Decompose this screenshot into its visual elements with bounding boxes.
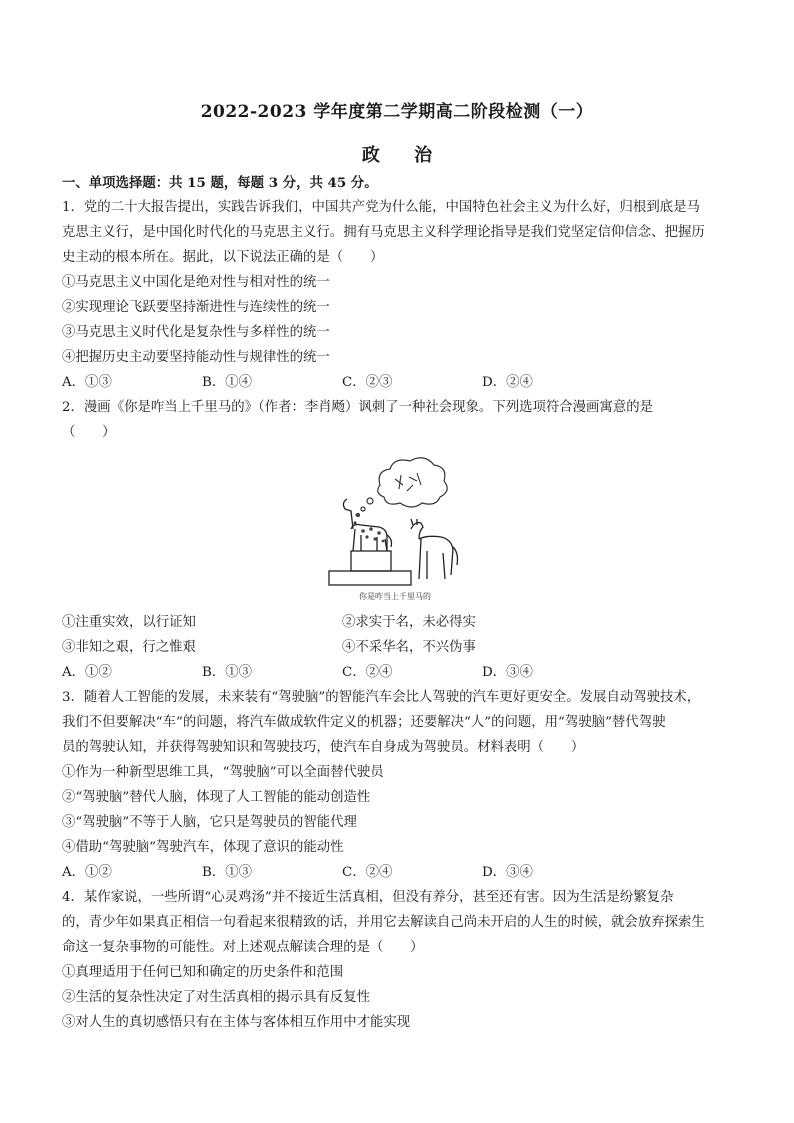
q2-option-d[interactable]: D．③④ xyxy=(482,665,533,680)
q1-stem-line: 克思主义行，是中国化时代化的马克思主义行。拥有马克思主义科学理论指导是我们党坚定信仰信念、把握历 xyxy=(62,225,705,240)
q3-option-c[interactable]: C．②④ xyxy=(342,865,393,880)
q4-stem-line: 的，青少年如果真正相信一句看起来很精致的话，并用它去解读自己尚未开启的人生的时候，就会放弃探索生 xyxy=(62,915,705,930)
q1-item: ②实现理论飞跃要坚持渐进性与连续性的统一 xyxy=(62,300,330,315)
q2-item: ①注重实效，以行证知 xyxy=(62,615,196,630)
cartoon-caption: 你是咋当上千里马的 xyxy=(359,592,431,601)
exam-title: 2022-2023 学年度第二学期高二阶段检测（一） xyxy=(200,102,594,122)
q1-item: ④把握历史主动要坚持能动性与规律性的统一 xyxy=(62,350,330,365)
q4-item: ①真理适用于任何已知和确定的历史条件和范围 xyxy=(62,965,344,980)
q3-item: ②“驾驶脑”替代人脑，体现了人工智能的能动创造性 xyxy=(62,790,371,805)
q1-option-b[interactable]: B．①④ xyxy=(202,375,253,390)
q3-item: ③“驾驶脑”不等于人脑，它只是驾驶员的智能代理 xyxy=(62,815,357,830)
q3-item: ①作为一种新型思维工具，“驾驶脑”可以全面替代驶员 xyxy=(62,765,384,780)
q2-option-b[interactable]: B．①③ xyxy=(202,665,253,680)
q3-option-d[interactable]: D．③④ xyxy=(482,865,533,880)
q1-item: ①马克思主义中国化是绝对性与相对性的统一 xyxy=(62,275,330,290)
q2-stem-line: 2．漫画《你是咋当上千里马的》（作者：李肖飏）讽刺了一种社会现象。下列选项符合漫画寓意的是 xyxy=(62,400,654,415)
q2-option-c[interactable]: C．②④ xyxy=(342,665,393,680)
q2-item: ④不采华名，不兴伪事 xyxy=(342,640,476,655)
q1-option-d[interactable]: D．②④ xyxy=(482,375,533,390)
q2-stem-line: （ ） xyxy=(62,425,116,440)
q1-stem-line: 1．党的二十大报告提出，实践告诉我们，中国共产党为什么能，中国特色社会主义为什么好，归根到底是马 xyxy=(62,200,700,215)
q3-stem-line: 3．随着人工智能的发展，未来装有“驾驶脑”的智能汽车会比人驾驶的汽车更好更安全。发展自动驾驶技术， xyxy=(62,690,701,705)
q4-stem-line: 4．某作家说，一些所谓“心灵鸡汤”并不接近生活真相，但没有养分，甚至还有害。因为生活是纷繁复杂 xyxy=(62,890,674,905)
q2-item: ③非知之艰，行之惟艰 xyxy=(62,640,196,655)
q4-item: ③对人生的真切感悟只有在主体与客体相互作用中才能实现 xyxy=(62,1015,411,1030)
cartoon-drawing xyxy=(325,455,467,605)
section-heading: 一、单项选择题：共 15 题，每题 3 分，共 45 分。 xyxy=(62,175,378,191)
q3-stem-line: 我们不但要解决“车”的问题，将汽车做成软件定义的机器；还要解决“人”的问题，用“驾驶脑”替代驾驶 xyxy=(62,715,666,730)
q1-option-a[interactable]: A．①③ xyxy=(62,375,112,390)
q1-option-c[interactable]: C．②③ xyxy=(342,375,393,390)
q2-item: ②求实于名，未必得实 xyxy=(342,615,476,630)
q3-option-b[interactable]: B．①③ xyxy=(202,865,253,880)
q4-item: ②生活的复杂性决定了对生活真相的揭示具有反复性 xyxy=(62,990,370,1005)
subject-title: 政 治 xyxy=(361,145,447,166)
q3-stem-line: 员的驾驶认知，并获得驾驶知识和驾驶技巧，使汽车自身成为驾驶员。材料表明（ ） xyxy=(62,740,585,755)
q1-stem-line: 史主动的根本所在。据此，以下说法正确的是（ ） xyxy=(62,250,384,265)
cartoon-image xyxy=(325,455,467,605)
q2-option-a[interactable]: A．①② xyxy=(62,665,112,680)
q3-item: ④借助“驾驶脑”驾驶汽车，体现了意识的能动性 xyxy=(62,840,344,855)
q1-item: ③马克思主义时代化是复杂性与多样性的统一 xyxy=(62,325,330,340)
q4-stem-line: 命这一复杂事物的可能性。对上述观点解读合理的是（ ） xyxy=(62,940,424,955)
q3-option-a[interactable]: A．①② xyxy=(62,865,112,880)
